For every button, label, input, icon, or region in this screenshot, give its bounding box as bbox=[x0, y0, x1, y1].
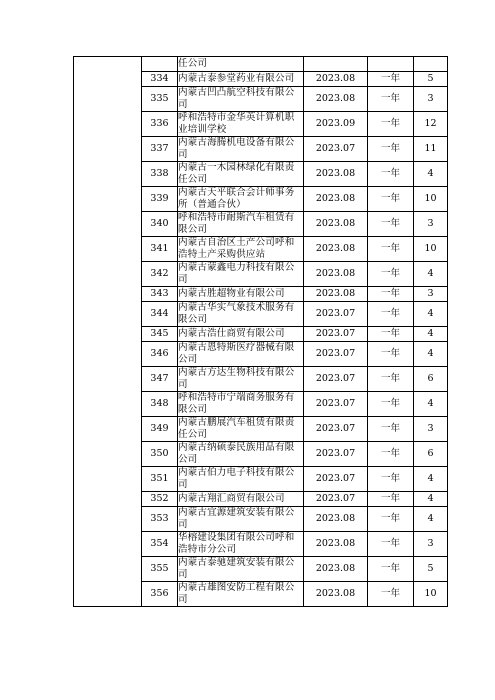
count-cell: 6 bbox=[414, 367, 448, 392]
count-cell: 3 bbox=[414, 532, 448, 557]
term-cell: 一年 bbox=[368, 507, 414, 532]
row-number-cell: 348 bbox=[142, 392, 178, 417]
row-number-cell: 351 bbox=[142, 467, 178, 492]
date-cell: 2023.07 bbox=[304, 442, 368, 467]
company-name-cell: 内蒙古凹凸航空科技有限公司 bbox=[178, 87, 304, 112]
company-name-cell: 内蒙古华实气象技术服务有限公司 bbox=[178, 302, 304, 327]
date-cell: 2023.07 bbox=[304, 392, 368, 417]
company-table bbox=[73, 56, 448, 607]
count-cell bbox=[414, 57, 448, 72]
row-number-cell: 335 bbox=[142, 87, 178, 112]
date-cell: 2023.07 bbox=[304, 137, 368, 162]
company-name-cell: 内蒙古鹏展汽车租赁有限责任公司 bbox=[178, 417, 304, 442]
count-cell: 4 bbox=[414, 342, 448, 367]
date-cell: 2023.08 bbox=[304, 87, 368, 112]
company-name-cell: 内蒙古海腾机电设备有限公司 bbox=[178, 137, 304, 162]
row-number-cell: 343 bbox=[142, 287, 178, 302]
company-name-cell: 内蒙古纳硕泰民族用品有限公司 bbox=[178, 442, 304, 467]
term-cell: 一年 bbox=[368, 417, 414, 442]
row-number-cell: 352 bbox=[142, 492, 178, 507]
company-name-cell: 内蒙古自治区土产公司呼和浩特土产采购供应站 bbox=[178, 237, 304, 262]
company-name-cell: 华榕建设集团有限公司呼和浩特市分公司 bbox=[178, 532, 304, 557]
term-cell: 一年 bbox=[368, 162, 414, 187]
row-number-cell: 342 bbox=[142, 262, 178, 287]
company-name-cell: 呼和浩特市宁端商务服务有限公司 bbox=[178, 392, 304, 417]
date-cell: 2023.08 bbox=[304, 557, 368, 582]
count-cell: 5 bbox=[414, 557, 448, 582]
term-cell: 一年 bbox=[368, 137, 414, 162]
term-cell: 一年 bbox=[368, 302, 414, 327]
row-number-cell: 334 bbox=[142, 72, 178, 87]
term-cell: 一年 bbox=[368, 287, 414, 302]
date-cell: 2023.08 bbox=[304, 287, 368, 302]
term-cell: 一年 bbox=[368, 467, 414, 492]
row-number-cell: 336 bbox=[142, 112, 178, 137]
row-number-cell: 347 bbox=[142, 367, 178, 392]
date-cell: 2023.08 bbox=[304, 507, 368, 532]
company-name-cell: 呼和浩特市耐斯汽车租赁有限公司 bbox=[178, 212, 304, 237]
company-name-cell: 内蒙古伯力电子科技有限公司 bbox=[178, 467, 304, 492]
company-name-cell: 内蒙古翔汇商贸有限公司 bbox=[178, 492, 304, 507]
date-cell: 2023.07 bbox=[304, 302, 368, 327]
date-cell: 2023.07 bbox=[304, 492, 368, 507]
count-cell: 4 bbox=[414, 327, 448, 342]
row-number-cell: 345 bbox=[142, 327, 178, 342]
row-number-cell: 344 bbox=[142, 302, 178, 327]
row-number-cell: 337 bbox=[142, 137, 178, 162]
date-cell: 2023.07 bbox=[304, 467, 368, 492]
date-cell bbox=[304, 57, 368, 72]
count-cell: 4 bbox=[414, 302, 448, 327]
term-cell: 一年 bbox=[368, 492, 414, 507]
count-cell: 3 bbox=[414, 87, 448, 112]
row-number-cell: 338 bbox=[142, 162, 178, 187]
term-cell: 一年 bbox=[368, 342, 414, 367]
company-table-body bbox=[74, 57, 448, 607]
count-cell: 4 bbox=[414, 162, 448, 187]
term-cell: 一年 bbox=[368, 392, 414, 417]
company-name-cell: 呼和浩特市金华英计算机职业培训学校 bbox=[178, 112, 304, 137]
count-cell: 4 bbox=[414, 262, 448, 287]
table-row-fragment bbox=[74, 57, 448, 72]
date-cell: 2023.07 bbox=[304, 327, 368, 342]
row-number-cell: 354 bbox=[142, 532, 178, 557]
row-number-cell: 339 bbox=[142, 187, 178, 212]
company-name-cell: 内蒙古泰参堂药业有限公司 bbox=[178, 72, 304, 87]
count-cell: 4 bbox=[414, 492, 448, 507]
count-cell: 11 bbox=[414, 137, 448, 162]
count-cell: 6 bbox=[414, 442, 448, 467]
count-cell: 3 bbox=[414, 287, 448, 302]
company-name-cell: 内蒙古恩特斯医疗器械有限公司 bbox=[178, 342, 304, 367]
date-cell: 2023.08 bbox=[304, 187, 368, 212]
row-number-cell bbox=[142, 57, 178, 72]
count-cell: 4 bbox=[414, 392, 448, 417]
row-number-cell: 346 bbox=[142, 342, 178, 367]
row-number-cell: 355 bbox=[142, 557, 178, 582]
company-name-cell: 内蒙古方达生物科技有限公司 bbox=[178, 367, 304, 392]
term-cell: 一年 bbox=[368, 367, 414, 392]
date-cell: 2023.09 bbox=[304, 112, 368, 137]
row-number-cell: 341 bbox=[142, 237, 178, 262]
company-name-cell: 任公司 bbox=[178, 57, 304, 72]
date-cell: 2023.08 bbox=[304, 532, 368, 557]
row-number-cell: 356 bbox=[142, 582, 178, 607]
term-cell bbox=[368, 57, 414, 72]
row-number-cell: 349 bbox=[142, 417, 178, 442]
term-cell: 一年 bbox=[368, 87, 414, 112]
date-cell: 2023.08 bbox=[304, 582, 368, 607]
count-cell: 5 bbox=[414, 72, 448, 87]
term-cell: 一年 bbox=[368, 442, 414, 467]
count-cell: 10 bbox=[414, 582, 448, 607]
date-cell: 2023.08 bbox=[304, 212, 368, 237]
term-cell: 一年 bbox=[368, 262, 414, 287]
company-name-cell: 内蒙古宜源建筑安装有限公司 bbox=[178, 507, 304, 532]
date-cell: 2023.08 bbox=[304, 72, 368, 87]
date-cell: 2023.07 bbox=[304, 417, 368, 442]
company-name-cell: 内蒙古雄图安防工程有限公司 bbox=[178, 582, 304, 607]
date-cell: 2023.08 bbox=[304, 262, 368, 287]
count-cell: 12 bbox=[414, 112, 448, 137]
date-cell: 2023.08 bbox=[304, 162, 368, 187]
count-cell: 4 bbox=[414, 507, 448, 532]
company-name-cell: 内蒙古天平联合会计师事务所（普通合伙） bbox=[178, 187, 304, 212]
count-cell: 3 bbox=[414, 417, 448, 442]
company-name-cell: 内蒙古浩仕商贸有限公司 bbox=[178, 327, 304, 342]
term-cell: 一年 bbox=[368, 112, 414, 137]
term-cell: 一年 bbox=[368, 532, 414, 557]
count-cell: 10 bbox=[414, 237, 448, 262]
company-name-cell: 内蒙古蒙鑫电力科技有限公司 bbox=[178, 262, 304, 287]
row-number-cell: 350 bbox=[142, 442, 178, 467]
company-name-cell: 内蒙古泰驰建筑安装有限公司 bbox=[178, 557, 304, 582]
term-cell: 一年 bbox=[368, 237, 414, 262]
company-name-cell: 内蒙古胜超物业有限公司 bbox=[178, 287, 304, 302]
term-cell: 一年 bbox=[368, 212, 414, 237]
count-cell: 10 bbox=[414, 187, 448, 212]
row-number-cell: 353 bbox=[142, 507, 178, 532]
term-cell: 一年 bbox=[368, 582, 414, 607]
count-cell: 4 bbox=[414, 467, 448, 492]
term-cell: 一年 bbox=[368, 327, 414, 342]
date-cell: 2023.07 bbox=[304, 342, 368, 367]
row-number-cell: 340 bbox=[142, 212, 178, 237]
date-cell: 2023.08 bbox=[304, 237, 368, 262]
term-cell: 一年 bbox=[368, 187, 414, 212]
count-cell: 3 bbox=[414, 212, 448, 237]
term-cell: 一年 bbox=[368, 557, 414, 582]
date-cell: 2023.07 bbox=[304, 367, 368, 392]
company-name-cell: 内蒙古一木园林绿化有限责任公司 bbox=[178, 162, 304, 187]
term-cell: 一年 bbox=[368, 72, 414, 87]
category-cell bbox=[74, 57, 142, 607]
